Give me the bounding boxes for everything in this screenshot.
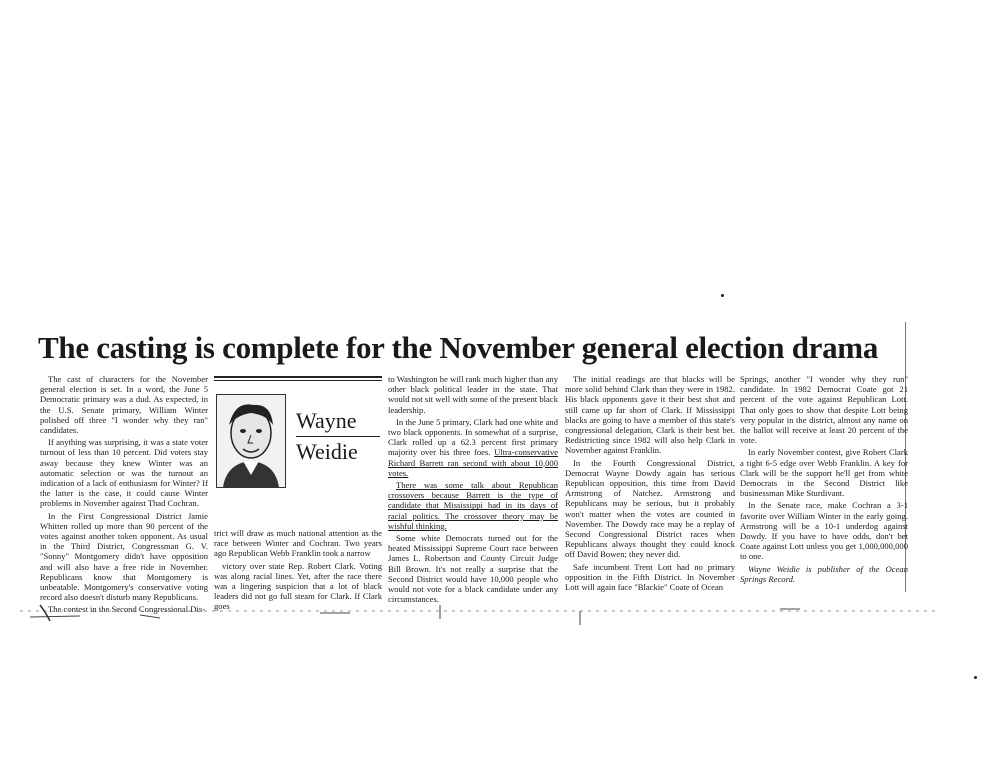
scan-artifacts — [20, 575, 940, 635]
paragraph: The cast of characters for the November general election is set. In a word, the June 5 Democratic primary was a dud. As expected, in the U.S. Senate primary, William Winter polished off three "I wonder why they ran" candidates. — [40, 374, 208, 436]
paragraph: victory over state Rep. Robert Clark. Voting was along racial lines. Yet, after the race there was a lingering suspicion that a lot of black leaders did not go full steam for Clark. If Clark goes — [214, 560, 382, 612]
article-column-5 — [740, 374, 908, 584]
underlined-paragraph: There was some talk about Republican crossovers because Barrett is the type of candidate that Mississippi had in its days of racial politics. The crossover theory may be wishful thinking. — [388, 480, 558, 531]
paragraph: In the Senate race, make Cochran a 3-1 favorite over William Winter in the early going. Armstrong will be a 10-1 underdog against Dowdy. If you have to have odds, don't bet Coate against Lott unless you get 1,000,000,000 to one. — [740, 500, 908, 562]
paragraph: Safe incumbent Trent Lott had no primary opposition in the Fifth District. In November Lott will again face "Blackie" Coate of Ocean — [565, 561, 735, 593]
paragraph: trict will draw as much national attention as the race between Winter and Cochran. Two years ago Republican Webb Franklin took a narrow — [214, 528, 382, 559]
paragraph: The initial readings are that blacks will be more solid behind Clark than they were in 1982. His black opponents gave it their best shot and still came up far short of Clark. If Mississippi blacks are going to have a member of this state's congressional delegation, Clark is their best bet. Redistricting since 1982 will also help Clark in November against Franklin. — [565, 374, 735, 456]
article-column-3 — [388, 374, 559, 605]
scan-speck — [974, 676, 977, 679]
paragraph: If anything was surprising, it was a state voter turnout of less than 10 percent. Did voters stay away because they knew Winter was an automatic selection or was the turnout an indication of a lack of enthusiasm for Winter? If the latter is the case, it could cause Winter problems in November against Thad Cochran. — [40, 437, 208, 509]
article-column-4 — [565, 374, 735, 593]
article-column-2 — [214, 528, 382, 612]
article-column-1 — [40, 374, 208, 615]
byline-last-name: Weidie — [296, 439, 358, 464]
paragraph: The contest in the Second Congressional Dis- — [48, 604, 206, 615]
paragraph: In the First Congressional District Jamie Whitten rolled up more than 90 percent of the votes against another token opponent. As usual in the Third District, Congressman G. V. "Sonny" Montgomery didn't have opposition and will also have a free ride in November. Republicans know that Montgomery is unbeatable. Montgomery's conservative voting record also doesn't disturb many Republicans. — [40, 510, 208, 603]
underlined-text: Ultra-conservative Richard Barrett ran second with about 10,000 votes. — [388, 447, 559, 478]
paragraph: In the Fourth Congressional District, Democrat Wayne Dowdy again has serious Republican opposition, this time from David Armstrong of Natchez. Armstrong and Republicans may be serious, but it probably won't matter when the votes are counted in November. The Dowdy race may be a replay of Second Congressional District races when Republicans always thought they could knock off David Bowen; they never did. — [565, 457, 735, 560]
author-footnote: Wayne Weidie is publisher of the Ocean Springs Record. — [740, 563, 908, 584]
paragraph: to Washington he will rank much higher than any other black political leader in the state. That would not sit well with some of the present black leadership. — [388, 374, 558, 415]
byline-first-name: Wayne — [296, 408, 357, 433]
paragraph: In early November contest, give Robert Clark a tight 6-5 edge over Webb Franklin. A key for Clark will be the support he'll get from white Democrats in the Second District like businessman Mike Sturdivant. — [740, 447, 908, 499]
paragraph: Some white Democrats turned out for the heated Mississippi Supreme Court race between James L. Robertson and County Circuit Judge Bill Brown. It's not really a surprise that the Second District would have 10,000 people who would not vote for a black candidate under any circumstances. — [388, 533, 558, 605]
paragraph: Springs, another "I wonder why they run" candidate. In 1982 Democrat Coate got 21 percent of the vote against Republican Lott. That only goes to show that despite Lott being very popular in the district, almost any name on the ballot will receive at least 20 percent of the vote. — [740, 374, 908, 446]
author-photo — [216, 394, 286, 488]
column-header-rules — [214, 376, 382, 386]
text-run: In the June 5 primary, Clark had one white and two black opponents. In somewhat of a surprise, Clark rolled up a 62.3 percent first primary majority over his three foes. — [388, 416, 558, 458]
headline: The casting is complete for the November general election drama — [38, 330, 879, 365]
byline-divider — [296, 436, 380, 437]
paragraph — [388, 417, 558, 478]
byline — [296, 408, 382, 465]
scan-speck — [721, 294, 724, 297]
